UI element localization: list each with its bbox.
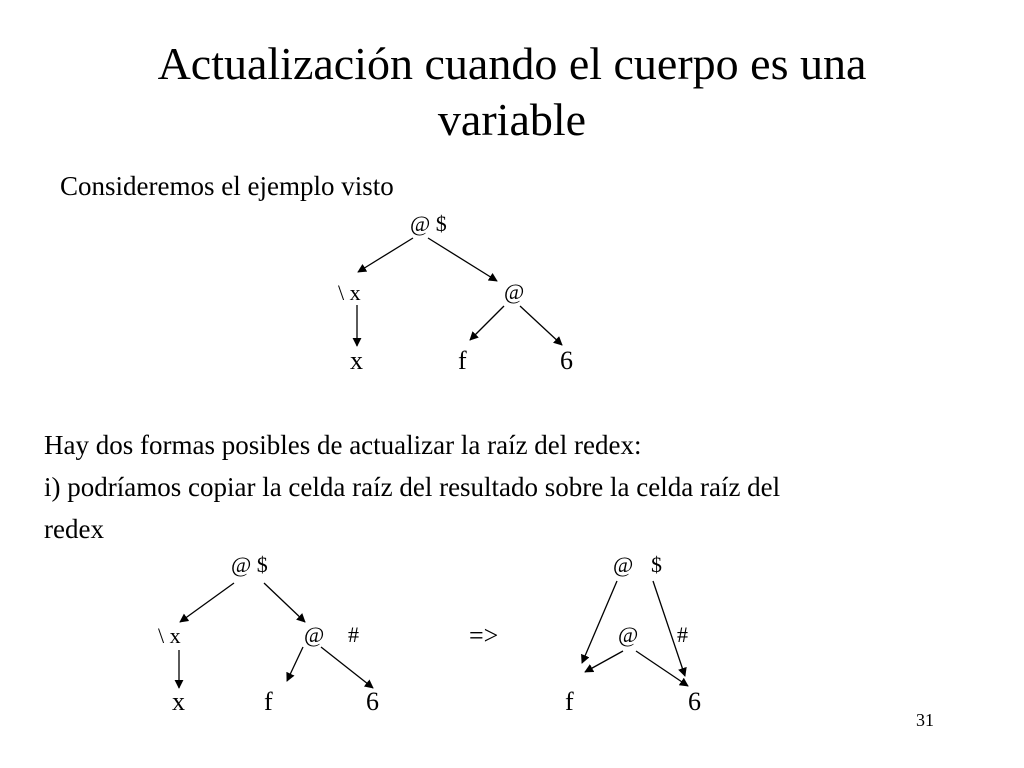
example-app-node: @ [504,279,525,304]
edge-after-root-to-func [582,581,617,663]
title-line-2: variable [437,94,587,145]
before-arg-node: 6 [366,687,379,716]
edge-after-app-to-arg [636,651,688,686]
example-var-node: x [350,346,363,375]
edge-app-to-func [470,306,504,340]
paragraph-line-3: redex [44,514,104,544]
after-app-mark: # [677,622,688,647]
edge-root-to-lambda [358,238,413,272]
after-root-at: @ [613,552,634,577]
slide-number: 31 [916,710,934,730]
example-arg-node: 6 [560,346,573,375]
edge-after-app-to-func [585,651,623,672]
intro-text: Consideremos el ejemplo visto [60,171,394,201]
before-func-node: f [264,687,273,716]
paragraph-line-2: i) podríamos copiar la celda raíz del resultado sobre la celda raíz del [44,472,781,502]
edge-before-root-to-lambda [180,583,234,622]
before-var-node: x [172,687,185,716]
example-lambda-node: \ x [338,280,361,305]
transform-arrow: => [469,621,499,650]
paragraph-line-1: Hay dos formas posibles de actualizar la raíz del redex: [44,430,642,460]
edge-before-app-to-func [287,647,303,681]
example-func-node: f [458,346,467,375]
before-app-mark: # [348,622,359,647]
after-func-node: f [565,687,574,716]
edge-root-to-app [428,238,497,281]
before-app-node: @ [304,622,325,647]
after-app-node: @ [618,622,639,647]
edge-before-root-to-app [264,583,305,622]
after-arg-node: 6 [688,687,701,716]
example-root-node: @ $ [410,211,447,236]
after-root-dollar: $ [651,552,662,577]
before-root-node: @ $ [231,552,268,577]
edge-app-to-arg [520,306,562,345]
before-lambda-node: \ x [158,623,181,648]
edge-before-app-to-arg [321,647,373,688]
title-line-1: Actualización cuando el cuerpo es una [157,38,867,89]
